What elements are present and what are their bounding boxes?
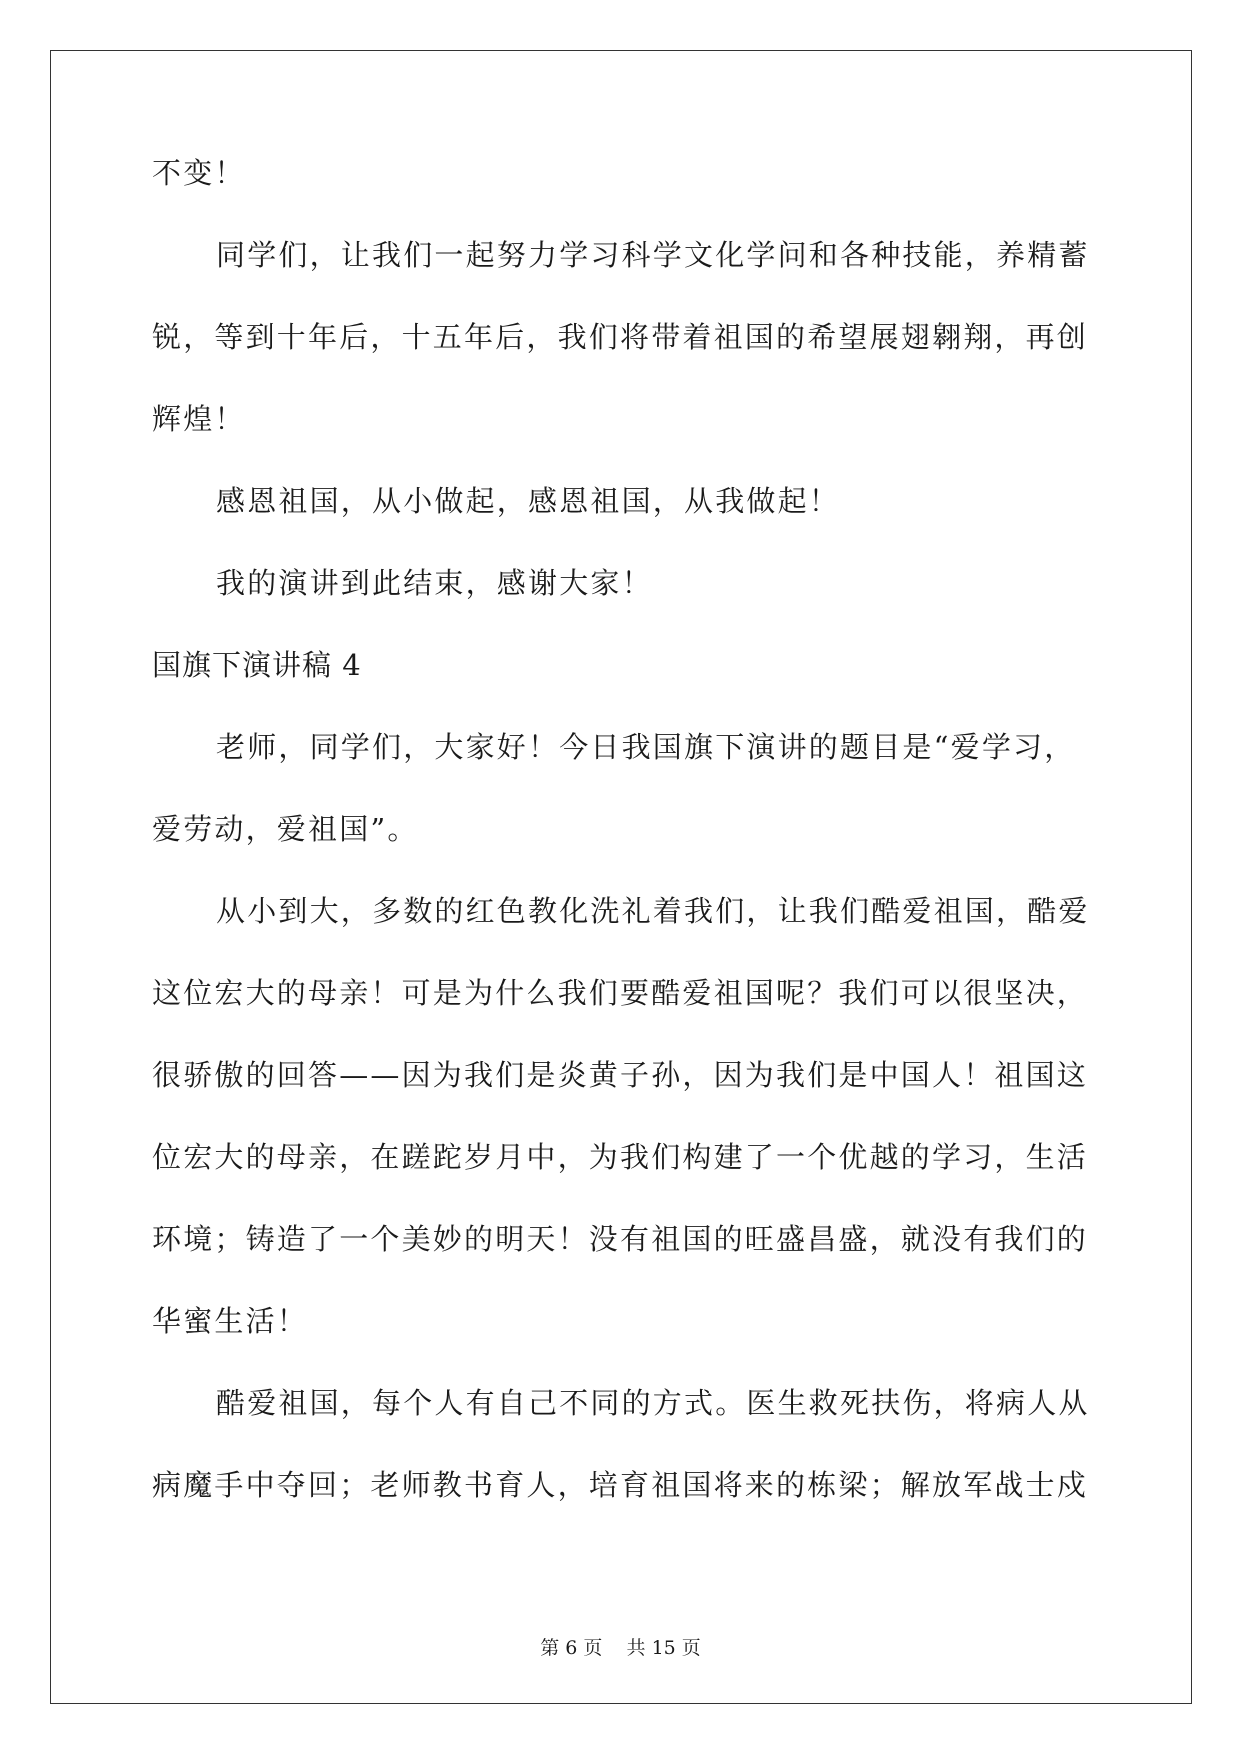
text-line: 锐，等到十年后，十五年后，我们将带着祖国的希望展翅翱翔，再创 <box>152 320 1089 354</box>
text-line: 环境；铸造了一个美妙的明天！没有祖国的旺盛昌盛，就没有我们的 <box>152 1222 1089 1256</box>
text-line: 感恩祖国，从小做起，感恩祖国，从我做起！ <box>216 484 841 518</box>
text-line: 从小到大，多数的红色教化洗礼着我们，让我们酷爱祖国，酷爱 <box>216 894 1090 928</box>
text-line: 不变！ <box>152 156 246 190</box>
text-line: 辉煌！ <box>152 402 246 436</box>
page-footer <box>0 1636 1241 1660</box>
section-heading: 国旗下演讲稿 4 <box>152 648 362 682</box>
page-total: 共 15 页 <box>626 1637 701 1659</box>
document-body <box>152 155 1092 1549</box>
text-line: 酷爱祖国，每个人有自己不同的方式。医生救死扶伤，将病人从 <box>216 1386 1090 1420</box>
text-line: 老师，同学们，大家好！今日我国旗下演讲的题目是“爱学习， <box>216 730 1076 764</box>
text-line: 这位宏大的母亲！可是为什么我们要酷爱祖国呢？我们可以很坚决， <box>152 976 1089 1010</box>
page-number: 第 6 页 <box>540 1637 603 1659</box>
text-line: 病魔手中夺回；老师教书育人，培育祖国将来的栋梁；解放军战士戍 <box>152 1468 1089 1502</box>
text-line: 同学们，让我们一起努力学习科学文化学问和各种技能，养精蓄 <box>216 238 1090 272</box>
text-line: 华蜜生活！ <box>152 1304 309 1338</box>
text-line: 我的演讲到此结束，感谢大家！ <box>216 566 653 600</box>
text-line: 爱劳动，爱祖国”。 <box>152 812 419 846</box>
text-line: 很骄傲的回答——因为我们是炎黄子孙，因为我们是中国人！祖国这 <box>152 1058 1089 1092</box>
text-line: 位宏大的母亲，在蹉跎岁月中，为我们构建了一个优越的学习，生活 <box>152 1140 1089 1174</box>
